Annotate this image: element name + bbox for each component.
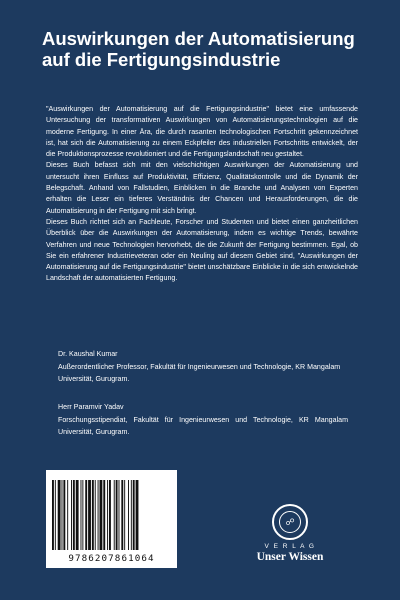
barcode-bar: [131, 480, 132, 550]
barcode-bar: [92, 480, 94, 550]
barcode-bar: [82, 480, 83, 550]
barcode-bar: [121, 480, 123, 550]
barcode-bar: [71, 480, 72, 550]
author-name: Dr. Kaushal Kumar: [58, 350, 118, 358]
barcode-bar: [95, 480, 96, 550]
barcode-bar: [119, 480, 120, 550]
publisher-verlag-label: V E R L A G: [264, 543, 316, 550]
back-cover-blurb: [46, 104, 358, 285]
publisher-seal-icon: [272, 504, 308, 540]
barcode-bar: [52, 480, 54, 550]
blurb-paragraph: Dieses Buch befasst sich mit den vielschichtigen Auswirkungen der Automatisierung und untersucht ihren Einfluss auf Produktivität, Effizienz, Qualitätskontrolle und die Dynamik der Belegschaft. Anhand von Fallstudien, Einblicken in die Branche und Analysen von Experten erhalten die Leser ein tieferes Verständnis der Chancen und Herausforderungen, die die Automatisierung in der Fertigung mit sich bringt.: [46, 161, 358, 215]
barcode-bar: [76, 480, 79, 550]
barcode-bar: [62, 480, 63, 550]
book-title: Auswirkungen der Automatisierung auf die Fertigungsindustrie: [42, 28, 355, 70]
blurb-paragraph: "Auswirkungen der Automatisierung auf die Fertigungsindustrie" bietet eine umfassende Untersuchung der transformativen Auswirkungen von Automatisierungstechnologien auf die moderne Fertigung. In einer Ära, die durch rasanten technologischen Fortschritt gekennzeichnet ist, hat sich die Automatisierung zu einem Eckpfeiler des industriellen Fortschritts entwickelt, der die Produktionsprozesse revolutioniert und die Fertigungslandschaft neu gestaltet.: [46, 105, 358, 159]
blurb-paragraph: Dieses Buch richtet sich an Fachleute, Forscher und Studenten und bietet einen ganzheitlichen Überblick über die Auswirkungen der Automatisierung, indem es wichtige Trends, bewährte Verfahren und neue Technologien hervorhebt, die die Zukunft der Fertigung bestimmen. Egal, ob Sie ein erfahrener Industrieveteran oder ein Neuling auf diesem Gebiet sind, "Auswirkungen der Automatisierung auf die Fertigungsindustrie" bietet unschätzbare Einblicke in die sich entwickelnde Landschaft der automatisierten Fertigung.: [46, 217, 358, 283]
publisher-name: Unser Wissen: [256, 551, 324, 563]
barcode-bar: [128, 480, 129, 550]
barcode-bar: [88, 480, 91, 550]
author-affiliation: Außerordentlicher Professor, Fakultät für Ingenieurwesen und Technologie, KR Mangalam Universität, Gurugram.: [58, 362, 341, 383]
barcode-bar: [58, 480, 61, 550]
barcode-bar: [124, 480, 125, 550]
barcode-bar: [73, 480, 75, 550]
author-block: [58, 401, 348, 439]
barcode-bar: [114, 480, 115, 550]
author-name: Herr Paramvir Yadav: [58, 403, 124, 411]
author-affiliation: Forschungsstipendiat, Fakultät für Ingenieurwesen und Technologie, KR Mangalam Universität, Gurugram.: [58, 415, 348, 436]
barcode-bar: [103, 480, 105, 550]
barcode-bars: [52, 480, 171, 550]
publisher-logo: [250, 504, 330, 563]
barcode-bar: [100, 480, 103, 550]
barcode-bar: [55, 480, 56, 550]
barcode-bar: [81, 480, 82, 550]
author-block: [58, 348, 348, 386]
isbn-number: 9786207861064: [68, 553, 155, 564]
book-icon: ☍: [279, 511, 301, 533]
barcode-bar: [63, 480, 65, 550]
barcode-bar: [109, 480, 111, 550]
barcode-bar: [133, 480, 135, 550]
barcode-bar: [116, 480, 118, 550]
barcode-bar: [67, 480, 68, 550]
barcode: [46, 470, 177, 568]
barcode-bar: [98, 480, 99, 550]
barcode-bar: [85, 480, 87, 550]
barcode-bar: [136, 480, 139, 550]
barcode-bar: [107, 480, 108, 550]
